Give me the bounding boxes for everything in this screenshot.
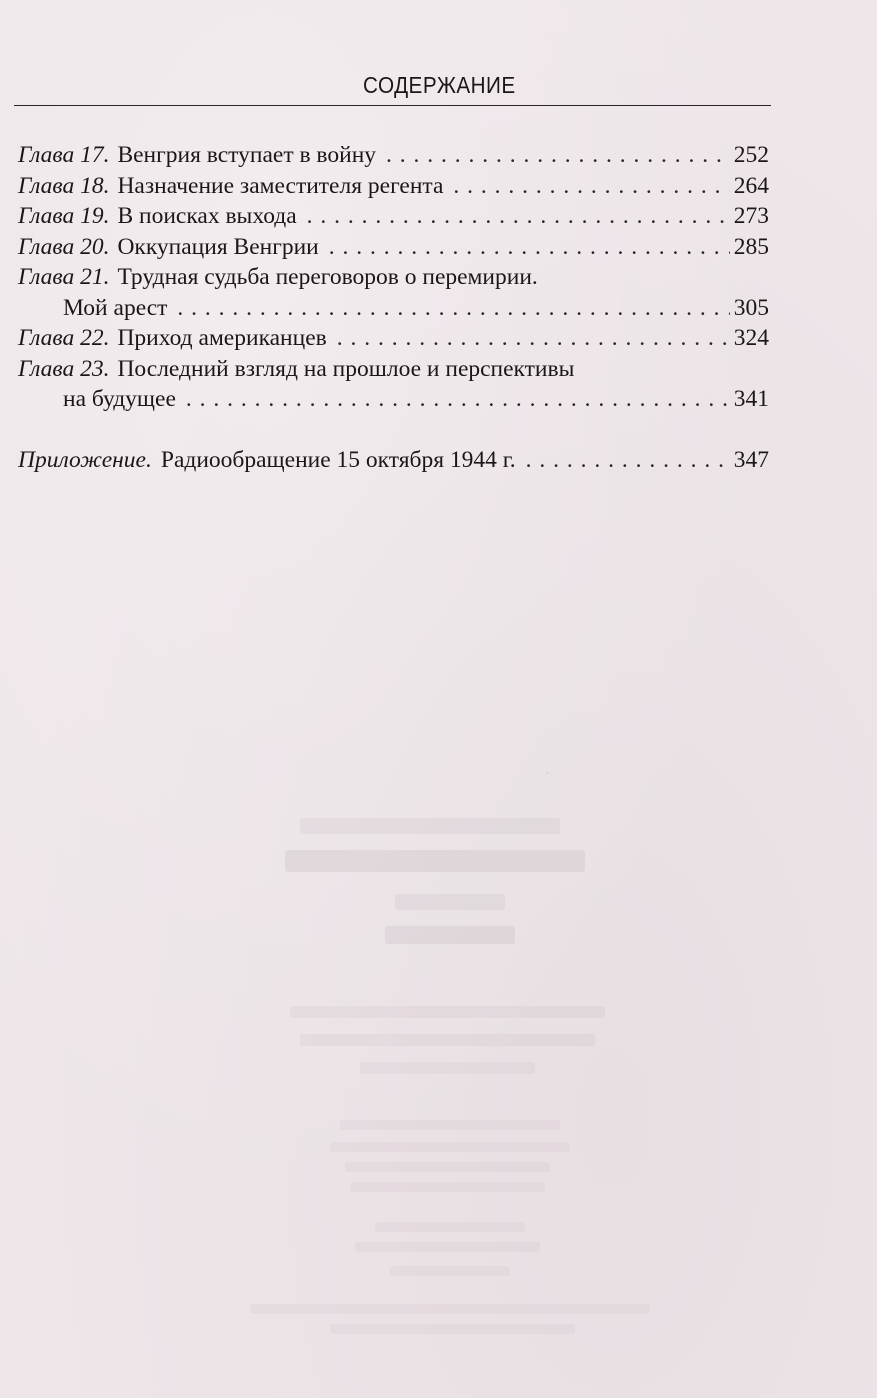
chapter-title: Трудная судьба переговоров о перемирии. <box>117 264 538 290</box>
chapter-title-continuation: Мой арест <box>63 294 168 321</box>
book-page: . СОДЕРЖАНИЕ Глава 17. Венгрия вступает в войну . . . 252 Глава 18. Назначение заместителя регента . . . 264 Глава 19. В поисках выхода . . . 273 Глава 20. Оккупация Венгрии . . . 285 Глава 21. Трудная судьба переговоров о перемирии. Мой арест . . . 305 Глава 22. Приход американцев . . . 324 Глава 23. Последний взгляд на прошлое и перспективы на будущее . . . 341 Приложение. Радиообращение 15 октября 1944 г. . . . 347 <box>0 0 877 1398</box>
toc-entry-appendix <box>18 445 769 476</box>
section-gap <box>18 415 769 445</box>
toc-entry-chapter-18 <box>18 171 769 202</box>
chapter-label: Глава 17. <box>18 142 110 168</box>
toc-entry-chapter-21 <box>18 262 769 323</box>
dot-leader <box>526 445 730 476</box>
chapter-label: Глава 21. <box>18 264 110 290</box>
dot-leader <box>307 201 730 232</box>
running-head: СОДЕРЖАНИЕ <box>363 72 516 98</box>
toc-entry-chapter-17 <box>18 140 769 171</box>
table-of-contents <box>18 140 769 475</box>
chapter-label: Глава 22. <box>18 325 110 351</box>
dot-leader <box>186 384 730 415</box>
toc-entry-chapter-20 <box>18 232 769 263</box>
chapter-title: Последний взгляд на прошлое и перспективы <box>117 355 575 382</box>
chapter-title-continuation: на будущее <box>63 386 176 412</box>
chapter-label: Глава 23. <box>18 355 110 382</box>
page-number: 341 <box>733 386 769 412</box>
page-number: 324 <box>733 325 769 351</box>
chapter-title: Венгрия вступает в войну <box>117 142 377 168</box>
chapter-label: Глава 18. <box>18 172 110 199</box>
chapter-title: Приход американцев <box>117 325 327 351</box>
toc-entry-chapter-19 <box>18 201 769 232</box>
dot-leader <box>177 293 729 324</box>
dot-leader <box>386 140 730 171</box>
dot-leader <box>337 323 730 354</box>
page-number: 285 <box>733 233 769 260</box>
dot-leader <box>329 232 730 263</box>
toc-entry-chapter-22 <box>18 323 769 354</box>
toc-entry-chapter-23 <box>18 354 769 415</box>
chapter-label: Глава 20. <box>18 233 110 260</box>
page-number: 252 <box>733 142 769 168</box>
page-number: 305 <box>733 294 769 321</box>
page-number: 264 <box>733 172 769 199</box>
page-number: 273 <box>733 203 769 229</box>
page-number: 347 <box>733 446 769 473</box>
appendix-label: Приложение. <box>18 446 152 473</box>
chapter-label: Глава 19. <box>18 203 110 229</box>
appendix-title: Радиообращение 15 октября 1944 г. <box>160 446 516 473</box>
chapter-title: Оккупация Венгрии <box>117 233 319 260</box>
header-rule <box>14 105 771 106</box>
chapter-title: Назначение заместителя регента <box>117 172 444 199</box>
chapter-title: В поисках выхода <box>117 203 297 229</box>
dot-leader <box>453 171 729 202</box>
